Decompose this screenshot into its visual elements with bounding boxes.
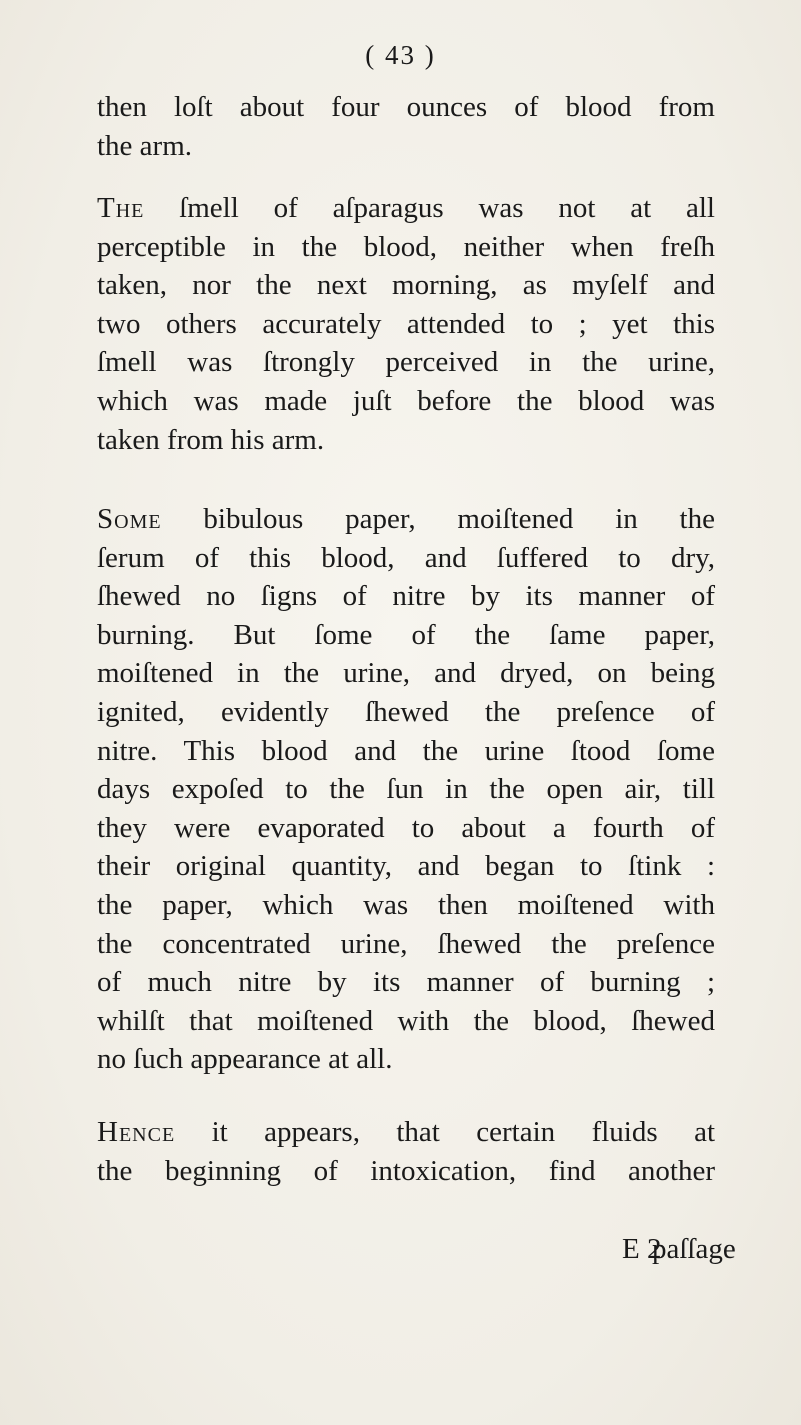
text-line: moiſtened in the urine, and dryed, on being — [97, 657, 715, 690]
paragraph — [97, 500, 715, 1079]
paragraph — [97, 88, 715, 165]
text-line: ſhewed no ſigns of nitre by its manner of — [97, 580, 715, 613]
text-line: the beginning of intoxication, find another — [97, 1154, 715, 1187]
catchline — [97, 1233, 736, 1273]
text-line: burning. But ſome of the ſame paper, — [97, 618, 715, 651]
paragraph-lead-word: The — [97, 192, 145, 224]
catchword: paſſage — [652, 1233, 736, 1265]
text-line: ſerum of this blood, and ſuffered to dry, — [97, 541, 715, 574]
text-line — [97, 500, 715, 539]
paragraph — [97, 189, 715, 459]
paragraph-lead-word: Some — [97, 503, 162, 535]
text-line: two others accurately attended to ; yet this — [97, 307, 715, 340]
text-line: days expoſed to the ſun in the open air, till — [97, 773, 715, 806]
text-line: perceptible in the blood, neither when freſh — [97, 230, 715, 263]
line-text: ſmell of aſparagus was not at all — [144, 192, 715, 224]
paragraph — [97, 1113, 715, 1190]
text-line: the concentrated urine, ſhewed the preſence — [97, 927, 715, 960]
line-text: it appears, that certain fluids at — [175, 1116, 715, 1148]
text-line: whilſt that moiſtened with the blood, ſhewed — [97, 1004, 715, 1037]
text-line — [97, 189, 715, 228]
text-line: nitre. This blood and the urine ſtood ſome — [97, 734, 715, 767]
text-line: the arm. — [97, 129, 193, 162]
text-line: they were evaporated to about a fourth of — [97, 811, 715, 844]
text-line: the paper, which was then moiſtened with — [97, 888, 715, 921]
signature-mark: E 2 — [622, 1233, 662, 1265]
text-line: which was made juſt before the blood was — [97, 384, 715, 417]
paragraph-lead-word: Hence — [97, 1116, 176, 1148]
text-line — [97, 1113, 715, 1152]
text-line: then loſt about four ounces of blood from — [97, 91, 715, 123]
text-line: taken from his arm. — [97, 423, 325, 456]
text-line: taken, nor the next morning, as myſelf and — [97, 269, 715, 302]
text-line: of much nitre by its manner of burning ; — [97, 966, 715, 999]
text-line: ignited, evidently ſhewed the preſence of — [97, 695, 715, 728]
text-line: no ſuch appearance at all. — [97, 1043, 393, 1076]
page-number: ( 43 ) — [365, 40, 436, 70]
text-line: their original quantity, and began to ſtink : — [97, 850, 715, 883]
line-text: bibulous paper, moiſtened in the — [161, 503, 715, 535]
text-line: ſmell was ſtrongly perceived in the urine, — [97, 346, 715, 379]
